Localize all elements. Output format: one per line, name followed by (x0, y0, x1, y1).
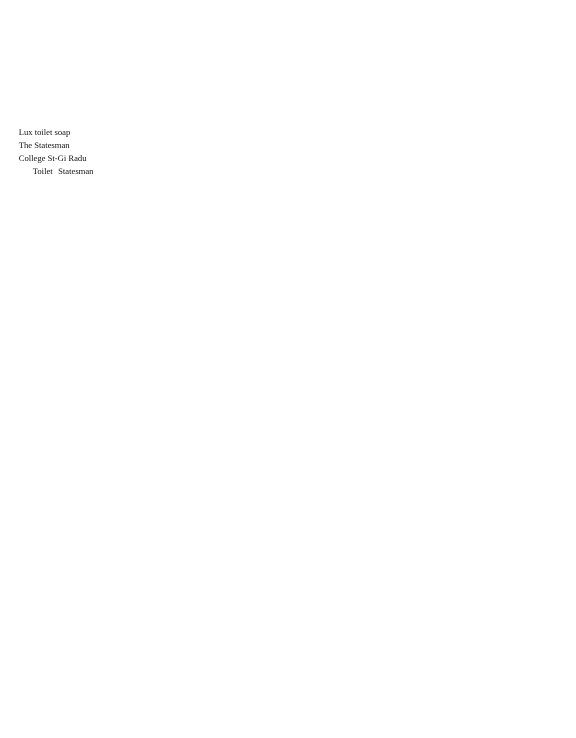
paragraph (298, 10, 560, 22)
paragraph (298, 49, 560, 61)
paragraph (16, 101, 278, 113)
verse-line (298, 75, 560, 87)
paragraph (298, 123, 560, 135)
list-item (16, 126, 278, 139)
list-item-latin: The Statesman (18, 140, 70, 151)
paragraph (16, 36, 278, 48)
list-item-latin: College St-Gi Radu (18, 153, 87, 164)
paragraph (16, 23, 278, 35)
paragraph (16, 62, 278, 74)
paragraph (16, 88, 278, 100)
right-column (298, 10, 560, 706)
list-item-latin: Lux toilet soap (18, 127, 71, 137)
verse-line (298, 87, 560, 99)
list-item (16, 139, 278, 152)
verse-line (298, 99, 560, 111)
page (16, 10, 560, 706)
left-column (16, 10, 278, 706)
paragraph (16, 10, 278, 22)
list-intro (16, 114, 278, 126)
paragraph (16, 75, 278, 87)
paragraph (16, 49, 278, 61)
paragraph (298, 36, 560, 48)
list-item (16, 152, 278, 165)
closing-latin: Toilet (32, 166, 53, 177)
paragraph (298, 62, 560, 74)
verse-line (298, 111, 560, 123)
paragraph (298, 23, 560, 35)
closing-latin: Statesman (58, 166, 94, 177)
closing-paragraph (16, 165, 278, 178)
